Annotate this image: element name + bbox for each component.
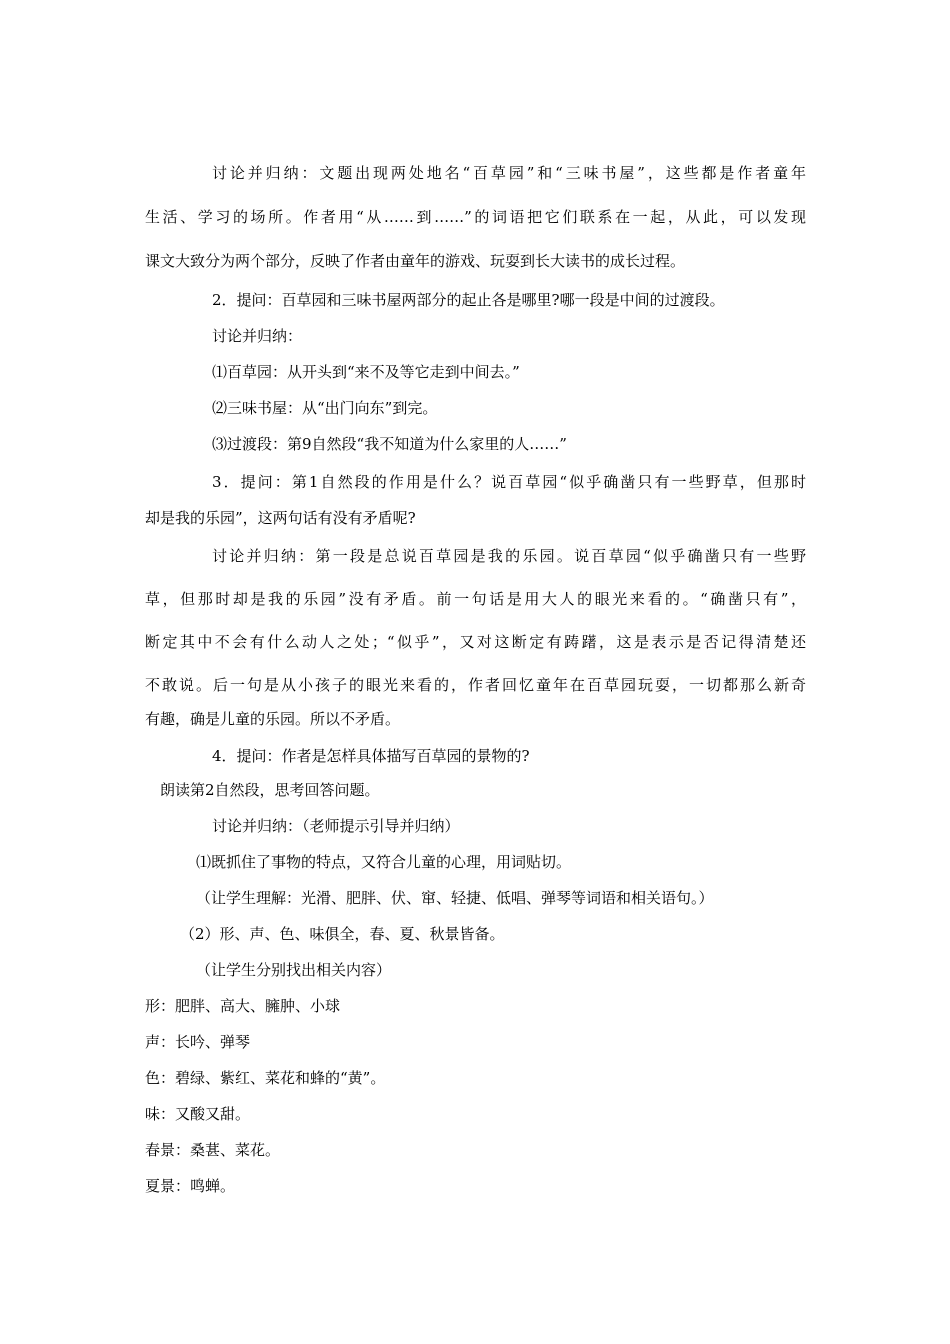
list-item: ⑴既抓住了事物的特点，又符合儿童的心理，用词贴切。	[196, 853, 572, 871]
question-line: 2．提问：百草园和三味书屋两部分的起止各是哪里?哪一段是中间的过渡段。	[212, 291, 725, 309]
paragraph-line: 讨论并归纳：（老师提示引导并归纳）	[212, 817, 460, 835]
paragraph-line: 不敢说。后一句是从小孩子的眼光来看的，作者回忆童年在百草园玩耍，一切都那么新奇	[145, 676, 806, 694]
list-item: （2）形、声、色、味俱全，春、夏、秋景皆备。	[180, 925, 505, 943]
paragraph-line: 有趣，确是儿童的乐园。所以不矛盾。	[145, 710, 401, 728]
list-item: 声：长吟、弹琴	[145, 1033, 251, 1051]
paragraph-line: 讨论并归纳：第一段是总说百草园是我的乐园。说百草园“似乎确凿只有一些野	[212, 547, 806, 565]
list-item: 春景：桑葚、菜花。	[145, 1141, 281, 1159]
list-item: 色：碧绿、紫红、菜花和蜂的“黄”。	[145, 1069, 386, 1087]
list-item: ⑶过渡段：第9自然段“我不知道为什么家里的人……”	[212, 435, 567, 453]
paragraph-line: （让学生理解：光滑、肥胖、伏、窜、轻捷、低唱、弹琴等词语和相关语句。）	[196, 889, 714, 907]
paragraph-line: 生活、学习的场所。作者用“从……到……”的词语把它们联系在一起，从此，可以发现	[145, 208, 806, 226]
list-item: ⑵三味书屋：从“出门向东”到完。	[212, 399, 438, 417]
paragraph-line: 讨论并归纳：	[212, 327, 303, 345]
list-item: 形：肥胖、高大、臃肿、小球	[145, 997, 341, 1015]
paragraph-line: 断定其中不会有什么动人之处；“似乎”，又对这断定有踌躇，这是表示是否记得清楚还	[145, 633, 806, 651]
paragraph-line: 朗读第2自然段，思考回答问题。	[160, 781, 380, 799]
question-line: 4．提问：作者是怎样具体描写百草园的景物的?	[212, 747, 530, 765]
question-line: 3．提问：第1自然段的作用是什么？说百草园“似乎确凿只有一些野草，但那时	[212, 473, 806, 491]
question-line: 却是我的乐园”，这两句话有没有矛盾呢?	[145, 509, 416, 527]
paragraph-line: （让学生分别找出相关内容）	[196, 961, 392, 979]
paragraph-line: 讨论并归纳：文题出现两处地名“百草园”和“三味书屋”，这些都是作者童年	[212, 164, 806, 182]
list-item: 味：又酸又甜。	[145, 1105, 251, 1123]
paragraph-line: 课文大致分为两个部分，反映了作者由童年的游戏、玩耍到长大读书的成长过程。	[145, 252, 686, 270]
paragraph-line: 草，但那时却是我的乐园”没有矛盾。前一句话是用大人的眼光来看的。“确凿只有”，	[145, 590, 806, 608]
list-item: ⑴百草园：从开头到“来不及等它走到中间去。”	[212, 363, 520, 381]
list-item: 夏景：鸣蝉。	[145, 1177, 236, 1195]
